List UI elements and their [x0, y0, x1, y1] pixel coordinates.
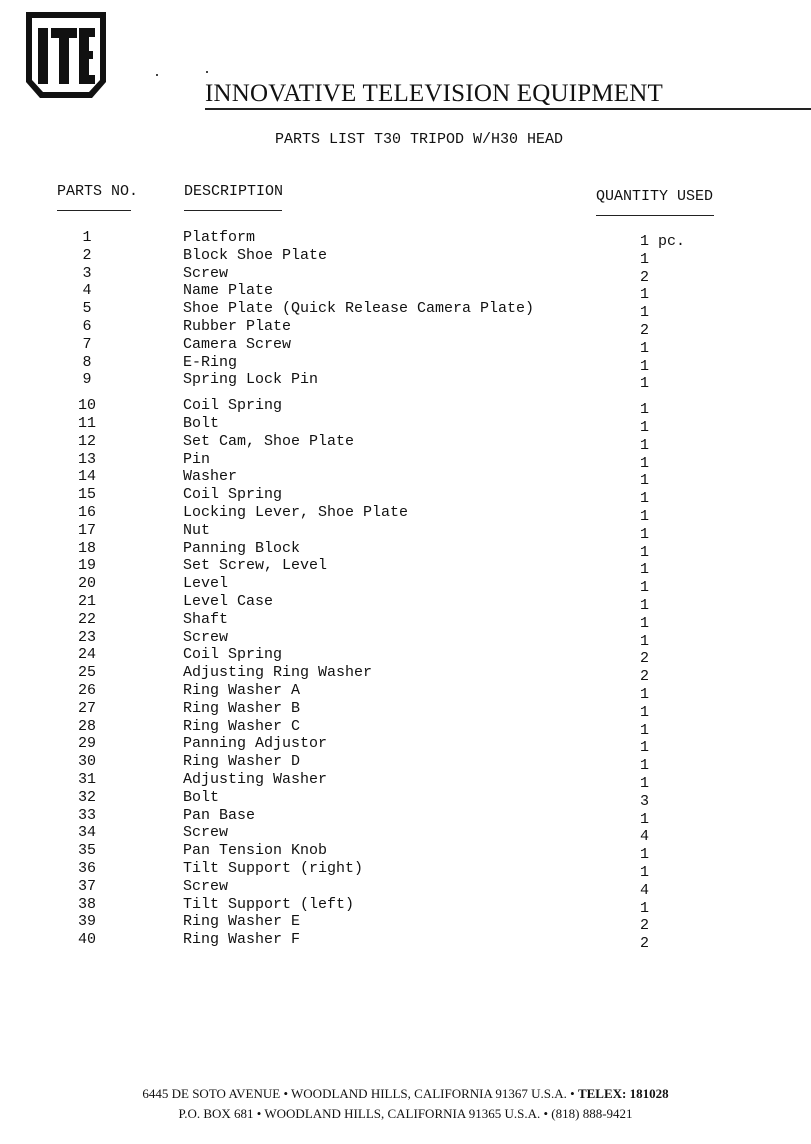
part-number: 10 [77, 397, 96, 415]
part-number: 16 [77, 504, 96, 521]
part-number: 1 [82, 229, 92, 246]
part-quantity: 1 [640, 543, 650, 561]
part-description: Level [183, 575, 229, 593]
part-number: 32 [77, 788, 96, 806]
part-number: 4 [82, 282, 92, 300]
part-quantity: 1 [640, 703, 650, 721]
company-logo [24, 10, 108, 100]
part-number: 39 [77, 913, 96, 931]
part-quantity: 1 [640, 419, 650, 436]
part-description: Adjusting Ring Washer [183, 664, 373, 682]
part-description: Coil Spring [183, 486, 283, 504]
part-quantity: 2 [640, 935, 650, 953]
part-number: 33 [77, 806, 96, 824]
footer-telex: TELEX: 181028 [577, 1086, 669, 1101]
part-quantity: 2 [640, 917, 650, 935]
part-number: 28 [77, 717, 96, 735]
part-number: 40 [77, 931, 96, 949]
part-description: Ring Washer D [183, 753, 301, 771]
part-quantity: 1 [640, 304, 650, 322]
part-description: Shoe Plate (Quick Release Camera Plate) [183, 300, 535, 318]
part-quantity: 1 [640, 454, 650, 472]
logo-emblem [24, 10, 108, 100]
header-rule [205, 108, 811, 110]
part-description: Panning Adjustor [183, 735, 328, 753]
part-description: Pan Base [183, 806, 256, 824]
part-quantity: 1 [640, 472, 650, 490]
part-quantity: 1 [640, 339, 650, 357]
part-number: 35 [77, 842, 96, 860]
part-description: Coil Spring [183, 397, 283, 415]
part-number: 7 [82, 335, 92, 353]
part-quantity: 3 [640, 792, 650, 810]
part-description: Locking Lever, Shoe Plate [183, 504, 409, 521]
part-description: Shaft [183, 610, 229, 628]
part-quantity: 1 [640, 739, 650, 757]
part-description: Adjusting Washer [183, 771, 328, 788]
scan-speck [206, 71, 208, 73]
part-quantity: 1 [640, 436, 650, 454]
part-description: E-Ring [183, 353, 238, 371]
part-number: 14 [77, 468, 96, 486]
part-number: 29 [77, 735, 96, 753]
part-number: 21 [77, 593, 96, 610]
part-quantity: 1 [640, 846, 650, 864]
part-number: 37 [77, 877, 96, 895]
part-quantity: 1 [640, 686, 650, 703]
part-description: Screw [183, 628, 229, 646]
header-underline [596, 215, 714, 216]
part-number: 18 [77, 539, 96, 557]
part-quantity: 1 [640, 775, 650, 792]
part-quantity: 1 [640, 757, 650, 775]
part-quantity: 1 [640, 579, 650, 597]
part-number: 6 [82, 318, 92, 335]
part-number: 19 [77, 557, 96, 575]
part-number: 24 [77, 646, 96, 664]
part-quantity: 4 [640, 828, 650, 846]
part-description: Panning Block [183, 539, 301, 557]
part-quantity: 1 [640, 286, 650, 304]
part-quantity: 1 [640, 864, 650, 881]
part-number: 3 [82, 264, 92, 282]
part-description: Spring Lock Pin [183, 371, 319, 389]
part-number: 12 [77, 432, 96, 450]
part-number: 5 [82, 300, 92, 318]
part-quantity: 1 [640, 632, 650, 650]
part-quantity: 1 [640, 810, 650, 828]
part-number: 20 [77, 575, 96, 593]
part-number: 36 [77, 860, 96, 877]
footer-address: 6445 DE SOTO AVENUE • WOODLAND HILLS, CALIFORNIA 91367 U.S.A. • [142, 1086, 575, 1101]
part-number: 2 [82, 246, 92, 264]
part-description: Tilt Support (left) [183, 895, 355, 913]
part-number: 8 [82, 353, 92, 371]
scan-speck [156, 74, 158, 76]
part-quantity: 1 [640, 614, 650, 632]
part-quantity: 1 [640, 357, 650, 375]
part-description: Ring Washer A [183, 682, 301, 699]
part-quantity: 2 [640, 650, 650, 668]
header-underline [184, 210, 282, 211]
column-header-parts-no: PARTS NO. [57, 183, 139, 200]
part-description: Washer [183, 468, 238, 486]
part-number: 25 [77, 664, 96, 682]
part-description: Nut [183, 521, 211, 539]
part-quantity: 1 [640, 899, 650, 917]
part-description: Screw [183, 877, 229, 895]
part-number: 27 [77, 699, 96, 717]
part-quantity: 1 [640, 525, 650, 543]
part-description: Bolt [183, 415, 220, 432]
part-quantity: 1 [640, 721, 650, 739]
part-description: Platform [183, 229, 256, 246]
part-description: Ring Washer F [183, 931, 301, 949]
part-quantity: 1 [640, 401, 650, 419]
part-description: Set Cam, Shoe Plate [183, 432, 355, 450]
part-number: 15 [77, 486, 96, 504]
part-description: Ring Washer C [183, 717, 301, 735]
part-number: 34 [77, 824, 96, 842]
part-description: Screw [183, 824, 229, 842]
part-quantity: 2 [640, 268, 650, 286]
part-description: Bolt [183, 788, 220, 806]
part-description: Pin [183, 450, 211, 468]
part-number: 11 [77, 415, 96, 432]
part-description: Name Plate [183, 282, 274, 300]
part-description: Block Shoe Plate [183, 246, 328, 264]
part-quantity: 1 [640, 561, 650, 579]
part-quantity: 1 [640, 508, 650, 525]
part-number: 17 [77, 521, 96, 539]
part-description: Ring Washer B [183, 699, 301, 717]
part-description: Screw [183, 264, 229, 282]
part-quantity: 2 [640, 322, 650, 339]
part-number: 13 [77, 450, 96, 468]
part-number: 30 [77, 753, 96, 771]
column-header-quantity: QUANTITY USED [596, 188, 714, 205]
part-number: 38 [77, 895, 96, 913]
part-description: Tilt Support (right) [183, 860, 364, 877]
part-number: 23 [77, 628, 96, 646]
part-quantity: 1 [640, 250, 650, 268]
part-description: Set Screw, Level [183, 557, 328, 575]
part-quantity: 4 [640, 881, 650, 899]
part-number: 22 [77, 610, 96, 628]
part-quantity: 1 [640, 597, 650, 614]
footer-line-2: P.O. BOX 681 • WOODLAND HILLS, CALIFORNIA 91365 U.S.A. • (818) 888-9421 [178, 1106, 633, 1121]
company-name: INNOVATIVE TELEVISION EQUIPMENT [205, 80, 664, 107]
document-title: PARTS LIST T30 TRIPOD W/H30 HEAD [275, 131, 564, 148]
column-header-description: DESCRIPTION [184, 183, 284, 200]
part-description: Camera Screw [183, 335, 292, 353]
part-quantity: 1 pc. [640, 233, 686, 250]
part-quantity: 1 [640, 490, 650, 508]
header-underline [57, 210, 131, 211]
part-quantity: 1 [640, 375, 650, 393]
part-quantity: 2 [640, 668, 650, 686]
part-description: Level Case [183, 593, 274, 610]
part-number: 26 [77, 682, 96, 699]
footer-line-1 [0, 1086, 811, 1102]
part-description: Coil Spring [183, 646, 283, 664]
part-description: Pan Tension Knob [183, 842, 328, 860]
part-description: Ring Washer E [183, 913, 301, 931]
part-description: Rubber Plate [183, 318, 292, 335]
part-number: 31 [77, 771, 96, 788]
part-number: 9 [82, 371, 92, 389]
